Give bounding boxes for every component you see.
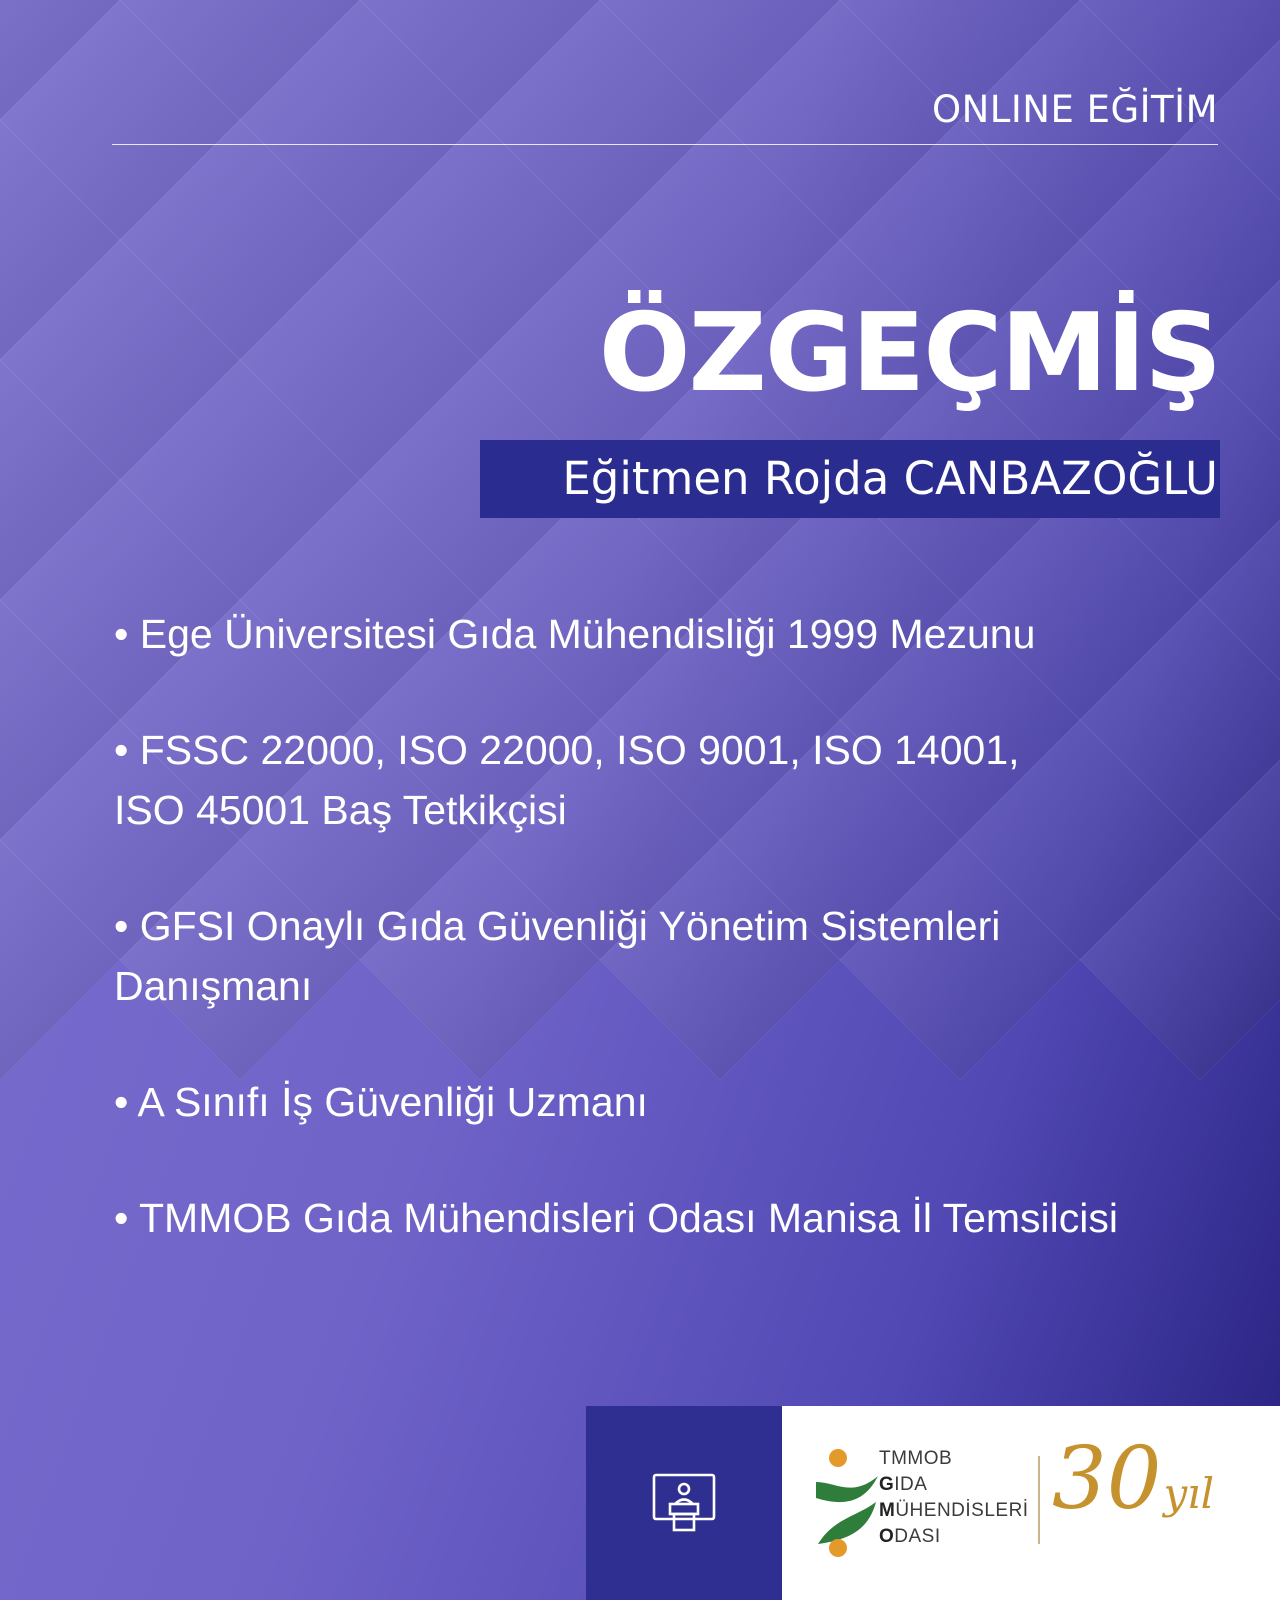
anniversary-number: 30 xyxy=(1052,1429,1162,1529)
lecture-podium-icon xyxy=(651,1472,717,1534)
footer-icon-box xyxy=(586,1406,782,1600)
logo-divider xyxy=(1038,1456,1040,1544)
logo-line-odasi: ODASI xyxy=(879,1526,941,1547)
cv-bullet-item: • A Sınıfı İş Güvenliği Uzmanı xyxy=(114,1079,648,1125)
logo-line-muhendisleri: MÜHENDİSLERİ xyxy=(879,1500,1029,1521)
cv-bullet-item: • TMMOB Gıda Mühendisleri Odası Manisa İl Temsilcisi xyxy=(114,1195,1118,1241)
cv-bullet-item: • GFSI Onaylı Gıda Güvenliği Yönetim Sistemleri Danışmanı xyxy=(114,903,1001,1009)
cv-bullet-item: • FSSC 22000, ISO 22000, ISO 9001, ISO 14001, ISO 45001 Baş Tetkikçisi xyxy=(114,727,1020,833)
anniversary-mark xyxy=(1052,1429,1215,1529)
tmmob-gida-logo-mark xyxy=(812,1448,882,1560)
page-title: ÖZGEÇMİŞ xyxy=(598,291,1220,416)
logo-line-tmmob: TMMOB xyxy=(879,1448,953,1469)
tmmob-logo-text xyxy=(879,1446,1029,1550)
tmmob-logo-box xyxy=(782,1406,1280,1600)
header-divider xyxy=(112,144,1218,145)
logo-line-gida: GIDA xyxy=(879,1474,928,1495)
online-training-label: ONLINE EĞİTİM xyxy=(931,88,1218,131)
cv-bullet-item: • Ege Üniversitesi Gıda Mühendisliği 1999 Mezunu xyxy=(114,611,1036,657)
anniversary-word: yıl xyxy=(1163,1469,1215,1518)
trainer-name: Eğitmen Rojda CANBAZOĞLU xyxy=(562,452,1218,505)
cv-bullet-list xyxy=(114,604,1214,1304)
